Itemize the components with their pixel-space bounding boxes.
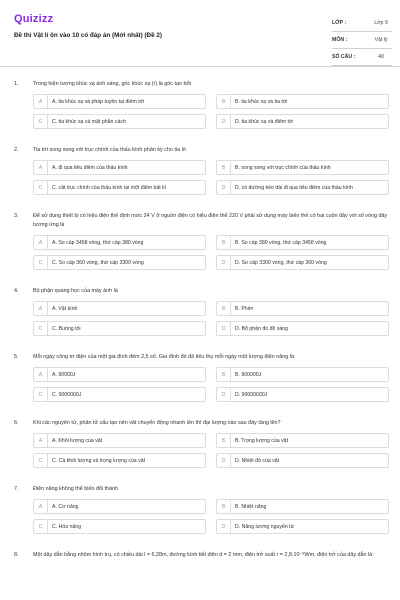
option-letter: C	[34, 322, 48, 335]
question-text: Một dây dẫn bằng nhôm hình trụ, có chiều dài l = 6,28m, đường kính tiết diện d = 2 mm, điện trở suất r = 2,8.10⁻⁸Wm, điện trở của dây dẫn là:	[33, 552, 374, 558]
option-letter: B	[217, 161, 231, 174]
option-text: A. tia khúc xạ và pháp tuyến tại điểm tới	[52, 98, 145, 105]
option-letter: D	[217, 115, 231, 128]
option-letter: D	[217, 322, 231, 335]
question-number: 7.	[14, 486, 19, 492]
answer-option-d[interactable]	[216, 387, 389, 402]
option-text: C. So cấp 360 vòng, thứ cấp 3300 vòng	[52, 259, 144, 266]
answer-option-a[interactable]	[33, 235, 206, 250]
answer-options	[33, 499, 400, 534]
answer-option-a[interactable]	[33, 160, 206, 175]
option-letter: A	[34, 302, 48, 315]
answer-option-b[interactable]	[216, 235, 389, 250]
option-letter: A	[34, 95, 48, 108]
question-header	[0, 146, 400, 155]
question-number: 4.	[14, 288, 19, 294]
option-text: C. tia khúc xạ và mặt phân cách	[52, 118, 126, 125]
answer-option-b[interactable]	[216, 367, 389, 382]
answer-option-d[interactable]	[216, 321, 389, 336]
option-letter: B	[217, 302, 231, 315]
meta-subject-value: Vật lý	[374, 37, 388, 43]
question-number: 5.	[14, 354, 19, 360]
answer-option-a[interactable]	[33, 433, 206, 448]
answer-options	[33, 160, 400, 195]
question-text: Tia tới song song với trục chính của thấu kính phân kỳ cho tia ló	[33, 147, 186, 153]
option-letter: C	[34, 388, 48, 401]
option-letter: B	[217, 500, 231, 513]
option-letter: D	[217, 181, 231, 194]
option-text: A. Khối lượng của vật	[52, 437, 103, 444]
question-text: Bộ phận quang học của máy ảnh là	[33, 288, 118, 294]
answer-option-b[interactable]	[216, 94, 389, 109]
question-number: 8.	[14, 552, 19, 558]
answer-option-a[interactable]	[33, 301, 206, 316]
meta-subject	[332, 32, 392, 49]
question-text: Trong hiện tượng khúc xạ ánh sáng, góc khúc xạ (r) là góc tạo bởi	[33, 81, 192, 87]
answer-option-b[interactable]	[216, 433, 389, 448]
answer-option-b[interactable]	[216, 160, 389, 175]
option-text: B. 900000J	[235, 371, 262, 378]
answer-option-c[interactable]	[33, 180, 206, 195]
option-text: D. So cấp 3300 vòng, thứ cấp 360 vòng	[235, 259, 327, 266]
answer-option-d[interactable]	[216, 519, 389, 534]
question-2	[0, 146, 400, 195]
question-7	[0, 485, 400, 534]
answer-options	[33, 301, 400, 336]
option-letter: A	[34, 500, 48, 513]
option-letter: C	[34, 115, 48, 128]
option-letter: C	[34, 181, 48, 194]
question-number: 3.	[14, 213, 19, 219]
option-text: D. Bộ phận đo độ sáng	[235, 325, 289, 332]
meta-grade	[332, 15, 392, 32]
question-header	[0, 287, 400, 296]
question-3	[0, 212, 400, 270]
question-text: Điện năng không thể biến đổi thành	[33, 486, 119, 492]
question-number: 6.	[14, 420, 19, 426]
option-letter: D	[217, 454, 231, 467]
meta-grade-label: LỚP :	[332, 20, 347, 26]
question-header	[0, 485, 400, 494]
option-letter: D	[217, 520, 231, 533]
option-text: B. Nhiệt năng	[235, 503, 267, 510]
question-header	[0, 551, 400, 560]
option-letter: D	[217, 388, 231, 401]
answer-option-c[interactable]	[33, 387, 206, 402]
option-text: B. tia khúc xạ và tia tới	[235, 98, 288, 105]
option-letter: B	[217, 368, 231, 381]
question-text: Để sử dụng thiết bị có hiệu điện thế định mức 24 V ở nguồn điện có hiệu điện thế 220 V phải sử dụng máy biến thế có hai cuộn dây với số vòng dây tương ứng là	[33, 213, 388, 228]
question-header	[0, 353, 400, 362]
answer-option-d[interactable]	[216, 114, 389, 129]
option-text: B. So cấp 380 vòng, thứ cấp 3458 vòng	[235, 239, 327, 246]
option-letter: B	[217, 236, 231, 249]
option-letter: C	[34, 520, 48, 533]
answer-option-d[interactable]	[216, 453, 389, 468]
option-letter: A	[34, 434, 48, 447]
question-header	[0, 212, 400, 230]
answer-options	[33, 235, 400, 270]
option-text: A. Vật kính	[52, 305, 78, 312]
option-text: A. So cấp 3458 vòng, thứ cấp 380 vòng	[52, 239, 144, 246]
header-divider	[0, 66, 400, 67]
question-1	[0, 80, 400, 129]
answer-options	[33, 433, 400, 468]
answer-options	[33, 94, 400, 129]
option-letter: D	[217, 256, 231, 269]
option-text: D. Năng lượng nguyên tử	[235, 523, 295, 530]
question-8	[0, 551, 400, 560]
answer-option-c[interactable]	[33, 453, 206, 468]
option-text: D. có đường kéo dài đi qua tiêu điểm của thấu kính	[235, 184, 353, 191]
option-text: B. song song với trục chính của thấu kính	[235, 164, 331, 171]
answer-option-b[interactable]	[216, 499, 389, 514]
option-text: C. Cả khối lượng và trọng lượng của vật	[52, 457, 146, 464]
answer-option-c[interactable]	[33, 321, 206, 336]
answer-option-a[interactable]	[33, 94, 206, 109]
option-text: A. đi qua tiêu điểm của thấu kính	[52, 164, 128, 171]
meta-count-value: 40	[378, 54, 384, 60]
option-text: C. 9000000J	[52, 391, 82, 398]
question-text: Khi các nguyên tử, phân tử cấu tạo nên vật chuyển động nhanh lên thì đại lượng nào sau đây tăng lên?	[33, 420, 281, 426]
option-letter: B	[217, 434, 231, 447]
option-text: D. tia khúc xạ và điểm tới	[235, 118, 294, 125]
question-6	[0, 419, 400, 468]
option-letter: C	[34, 454, 48, 467]
page-title: Đề thi Vật lí ôn vào 10 có đáp án (Mới nhất) (Đề 2)	[14, 32, 162, 39]
meta-count	[332, 49, 392, 66]
answer-options	[33, 367, 400, 402]
answer-option-b[interactable]	[216, 301, 389, 316]
answer-option-a[interactable]	[33, 499, 206, 514]
option-text: A. Cơ năng	[52, 503, 79, 510]
option-text: B. Trọng lượng của vật	[235, 437, 289, 444]
option-letter: A	[34, 368, 48, 381]
question-number: 1.	[14, 81, 19, 87]
option-text: B. Phim	[235, 305, 254, 312]
option-text: A. 90000J	[52, 371, 76, 378]
option-text: D. Nhiệt độ của vật	[235, 457, 280, 464]
answer-option-d[interactable]	[216, 255, 389, 270]
answer-option-a[interactable]	[33, 367, 206, 382]
option-letter: A	[34, 161, 48, 174]
meta-subject-label: MÔN :	[332, 37, 348, 43]
option-text: D. 90000000J	[235, 391, 268, 398]
question-list	[0, 80, 400, 560]
question-header	[0, 80, 400, 89]
option-letter: B	[217, 95, 231, 108]
answer-option-c[interactable]	[33, 519, 206, 534]
question-5	[0, 353, 400, 402]
answer-option-c[interactable]	[33, 114, 206, 129]
question-number: 2.	[14, 147, 19, 153]
option-text: C. Hóa năng	[52, 523, 82, 530]
question-header	[0, 419, 400, 428]
meta-info	[332, 15, 392, 66]
quizizz-logo: Quizizz	[14, 13, 54, 25]
option-text: C. cắt trục chính của thấu kính tại một điểm bất kì	[52, 184, 167, 191]
question-4	[0, 287, 400, 336]
question-text: Mỗi ngày công tơ điện của một gia đình đếm 2,5 số. Gia đình đó đã tiêu thụ mỗi ngày một lượng điện năng là:	[33, 354, 296, 360]
answer-option-c[interactable]	[33, 255, 206, 270]
option-letter: C	[34, 256, 48, 269]
option-text: C. Buồng tối	[52, 325, 81, 332]
meta-grade-value: Lớp 9	[374, 20, 388, 26]
answer-option-d[interactable]	[216, 180, 389, 195]
option-letter: A	[34, 236, 48, 249]
meta-count-label: SỐ CÂU :	[332, 54, 356, 60]
